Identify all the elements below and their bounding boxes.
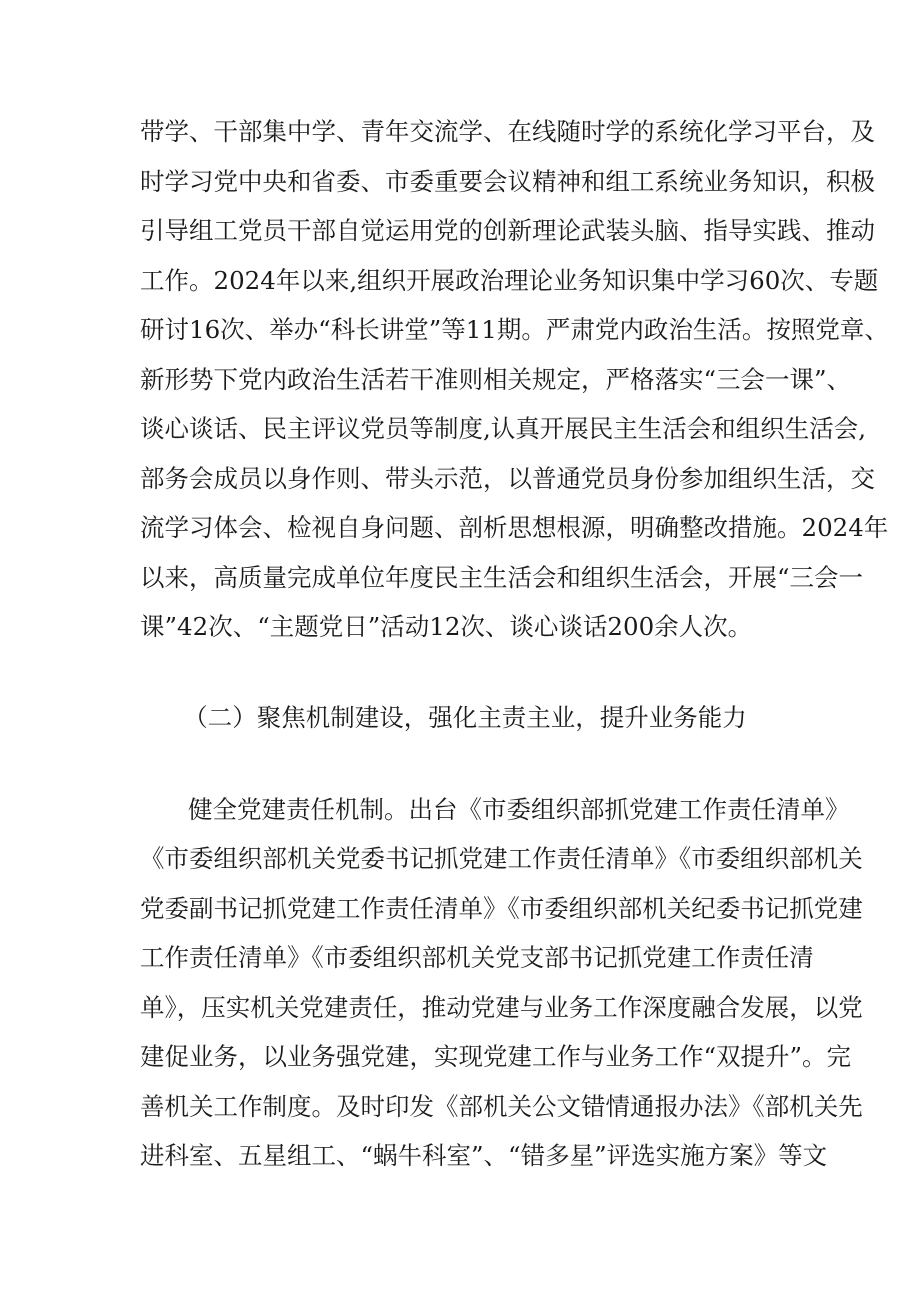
paragraph-line: 工作。2024年以来,组织开展政治理论业务知识集中学习60次、专题 (140, 266, 879, 295)
paragraph-line: 课”42次、“主题党日”活动12次、谈心谈话200余人次。 (140, 612, 753, 641)
paragraph-line: 新形势下党内政治生活若干准则相关规定，严格落实“三会一课”、 (140, 365, 852, 394)
paragraph-line: 党委副书记抓党建工作责任清单》《市委组织部机关纪委书记抓党建 (140, 894, 863, 923)
paragraph-line: 谈心谈话、民主评议党员等制度,认真开展民主生活会和组织生活会, (140, 414, 867, 443)
paragraph-line: 健全党建责任机制。出台《市委组织部抓党建工作责任清单》 (188, 795, 850, 824)
paragraph-line: 善机关工作制度。及时印发《部机关公文错情通报办法》《部机关先 (140, 1092, 863, 1121)
paragraph-line: 引导组工党员干部自觉运用党的创新理论武装头脑、指导实践、推动 (140, 216, 875, 245)
paragraph-line: 进科室、五星组工、“蜗牛科室”、“错多星”评选实施方案》等文 (140, 1141, 828, 1170)
paragraph-line: 研讨16次、举办“科长讲堂”等11期。严肃党内政治生活。按照党章、 (140, 315, 889, 344)
paragraph-line: 流学习体会、检视自身问题、剖析思想根源，明确整改措施。2024年 (140, 513, 889, 542)
paragraph-line: 时学习党中央和省委、市委重要会议精神和组工系统业务知识，积极 (140, 167, 875, 196)
section-heading: （二）聚焦机制建设，强化主责主业，提升业务能力 (183, 703, 747, 732)
paragraph-line: 建促业务，以业务强党建，实现党建工作与业务工作“双提升”。完 (140, 1042, 852, 1071)
paragraph-line: 《市委组织部机关党委书记抓党建工作责任清单》《市委组织部机关 (140, 844, 863, 873)
paragraph-line: 部务会成员以身作则、带头示范，以普通党员身份参加组织生活，交 (140, 464, 875, 493)
paragraph-line: 以来，高质量完成单位年度民主生活会和组织生活会，开展“三会一 (140, 563, 864, 592)
paragraph-line: 带学、干部集中学、青年交流学、在线随时学的系统化学习平台，及 (140, 117, 875, 146)
paragraph-line: 单》，压实机关党建责任，推动党建与业务工作深度融合发展，以党 (140, 993, 863, 1022)
paragraph-line: 工作责任清单》《市委组织部机关党支部书记抓党建工作责任清 (140, 943, 814, 972)
